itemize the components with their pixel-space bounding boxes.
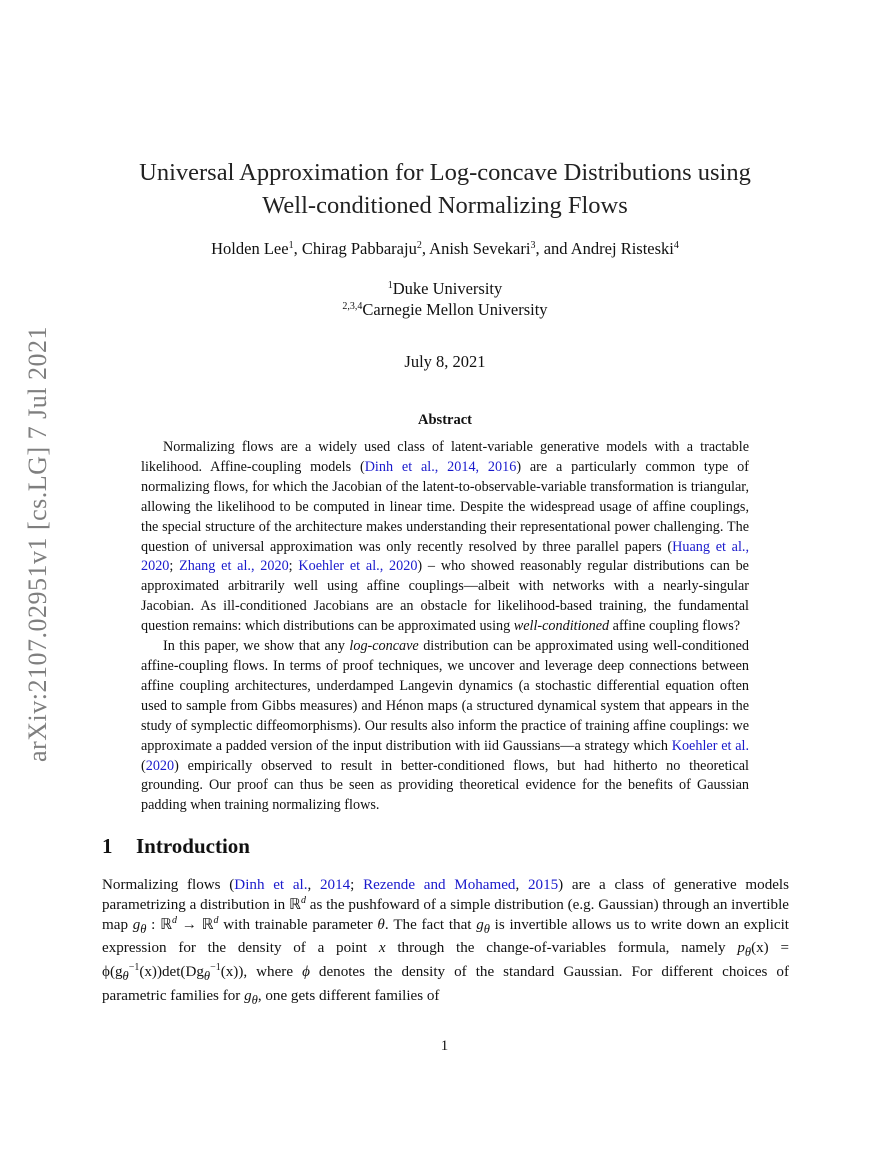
math-superscript: d (213, 914, 219, 926)
introduction-body (102, 876, 789, 1011)
intro-text: is invertible allows us to write down an explicit expression for the density of a point (102, 916, 789, 957)
intro-text: ) are a class of generative models parametrizing a distribution in ℝ (102, 877, 790, 913)
intro-text: , (515, 877, 528, 893)
intro-paragraph (102, 876, 789, 1011)
affiliation-name: Carnegie Mellon University (362, 300, 548, 319)
emphasis-text: well-conditioned (513, 618, 610, 635)
affiliation-line (100, 299, 790, 320)
math-subscript: θ (203, 969, 211, 984)
affiliation-line (100, 278, 790, 299)
author-affil-mark: 1 (288, 240, 294, 251)
citation-link[interactable]: 2015 (527, 877, 559, 893)
citation-link[interactable]: Dinh et al. (234, 877, 308, 893)
arxiv-id-text: arXiv:2107.02951v1 [cs.LG] 7 Jul 2021 (23, 326, 52, 762)
intro-text: through the change-of-variables formula, namely (385, 940, 738, 957)
intro-text: as the pushfoward of a simple distribution (e.g. Gaussian) through an invertible map (102, 896, 789, 933)
abstract-text: distribution can be approximated using well-conditioned affine-coupling flows. In terms of proof techniques, we uncover and leverage deep connections between affine coupling architectures, underdamped Langevin dynamics (a stochastic differential equation often used to sample from Gibbs measures) and Hénon maps (a structured dynamical system that appears in the study of symplectic diffeomorphisms). Our results also inform the practice of training affine couplings: we approximate a padded version of the input distribution with iid Gaussians—a strategy which (141, 638, 749, 754)
math-symbol: g (132, 916, 141, 933)
intro-text: Normalizing flows ( (102, 877, 235, 893)
title-line-1: Universal Approximation for Log-concave Distributions using (139, 159, 751, 186)
math-subscript: θ (483, 921, 490, 936)
citation-link[interactable]: Koehler et al., 2020 (298, 558, 418, 575)
author-name: Anish Sevekari (429, 239, 531, 258)
intro-text: , one gets different families of (257, 988, 440, 1005)
citation-link[interactable]: Huang et al., 2020 (141, 538, 749, 575)
author-affil-mark: 4 (673, 240, 679, 251)
citation-link[interactable]: Rezende and Mohamed (363, 877, 516, 893)
affiliation-name: Duke University (392, 279, 503, 298)
intro-text: → ℝ (177, 916, 214, 933)
math-symbol: ϕ (302, 964, 310, 981)
math-symbol: g (476, 916, 484, 933)
affiliation-list (100, 278, 790, 320)
intro-text: . The fact that (384, 916, 477, 933)
math-symbol: p (737, 940, 745, 957)
math-subscript: θ (140, 921, 147, 936)
author-list (100, 239, 790, 259)
math-subscript: θ (251, 993, 258, 1008)
abstract-text: ; (169, 558, 180, 575)
emphasis-text: log-concave (349, 638, 419, 655)
math-symbol: g (244, 988, 252, 1005)
abstract-text: ; (288, 558, 299, 575)
abstract-text: affine coupling flows? (609, 618, 741, 635)
author-name: Chirag Pabbaraju (301, 239, 417, 258)
page-number: 1 (440, 1038, 449, 1054)
math-superscript: d (172, 914, 178, 926)
abstract-text: ( (141, 757, 146, 774)
intro-text: (x)), where (220, 964, 303, 981)
abstract-text: ) – who showed reasonably regular distributions can be approximated arbitrarily well using affine couplings—albeit with networks with a nearly-singular Jacobian. As ill-conditioned Jacobians are an obstacle for likelihood-based training, the fundamental question remains: which distributions can be approximated using (141, 558, 749, 635)
affiliation-mark: 1 (387, 280, 393, 291)
citation-link[interactable]: 2020 (145, 757, 175, 774)
arxiv-identifier-stamp (18, 300, 58, 788)
intro-text: with trainable parameter (218, 916, 378, 933)
abstract-text: ) are a particularly common type of normalizing flows, for which the Jacobian of the latent-to-observable-variable transformation is triangular, allowing the likelihood to be computed in linear time. Despite the widespread usage of affine couplings, the special structure of the architecture makes understanding their representational power challenging. The question of universal approximation was only recently resolved by three parallel papers ( (141, 458, 749, 555)
citation-link[interactable]: Dinh et al., 2014, 2016 (364, 458, 517, 475)
author-separator: , (293, 239, 302, 258)
author-separator: , (421, 239, 430, 258)
author-affil-mark: 3 (530, 240, 536, 251)
math-superscript: d (300, 894, 306, 906)
abstract-body (141, 438, 749, 816)
intro-text: (x) = ϕ(g (102, 940, 789, 981)
abstract-text: ) empirically observed to result in better-conditioned flows, but had hitherto no theoretical grounding. Our proof can thus be seen as providing theoretical evidence for the benefits of Gaussian padding when training normalizing flows. (141, 757, 749, 814)
intro-text: ; (350, 877, 364, 893)
author-separator: , and (535, 239, 571, 258)
author-name: Andrej Risteski (570, 239, 674, 258)
abstract-paragraph-2 (141, 637, 749, 816)
math-superscript: −1 (128, 962, 140, 974)
intro-text: , (307, 877, 320, 893)
section-number: 1 (102, 834, 113, 858)
math-subscript: θ (122, 969, 129, 984)
author-affil-mark: 2 (416, 240, 422, 251)
citation-link[interactable]: 2014 (319, 877, 351, 893)
abstract-heading: Abstract (418, 412, 472, 428)
citation-link[interactable]: Zhang et al., 2020 (179, 558, 289, 575)
math-superscript: −1 (210, 962, 221, 974)
math-symbol: x (378, 940, 386, 957)
section-title: Introduction (136, 834, 250, 858)
intro-text: : ℝ (146, 916, 173, 933)
abstract-text: Normalizing flows are a widely used class of latent-variable generative models with a tractable likelihood. Affine-coupling models ( (141, 439, 749, 475)
abstract-text: In this paper, we show that any (163, 638, 350, 655)
paper-title (100, 156, 790, 222)
intro-text: denotes the density of the standard Gaussian. For different choices of parametric families for (102, 964, 789, 1005)
author-name: Holden Lee (211, 239, 289, 258)
title-line-2: Well-conditioned Normalizing Flows (262, 192, 628, 219)
intro-text: (x))det(Dg (139, 964, 204, 981)
paper-date: July 8, 2021 (404, 352, 486, 371)
abstract-paragraph-1 (141, 438, 749, 637)
math-subscript: θ (744, 945, 752, 960)
citation-link[interactable]: Koehler et al. (671, 737, 750, 754)
math-symbol: θ (377, 916, 385, 933)
section-heading (102, 834, 250, 859)
affiliation-mark: 2,3,4 (342, 301, 363, 312)
